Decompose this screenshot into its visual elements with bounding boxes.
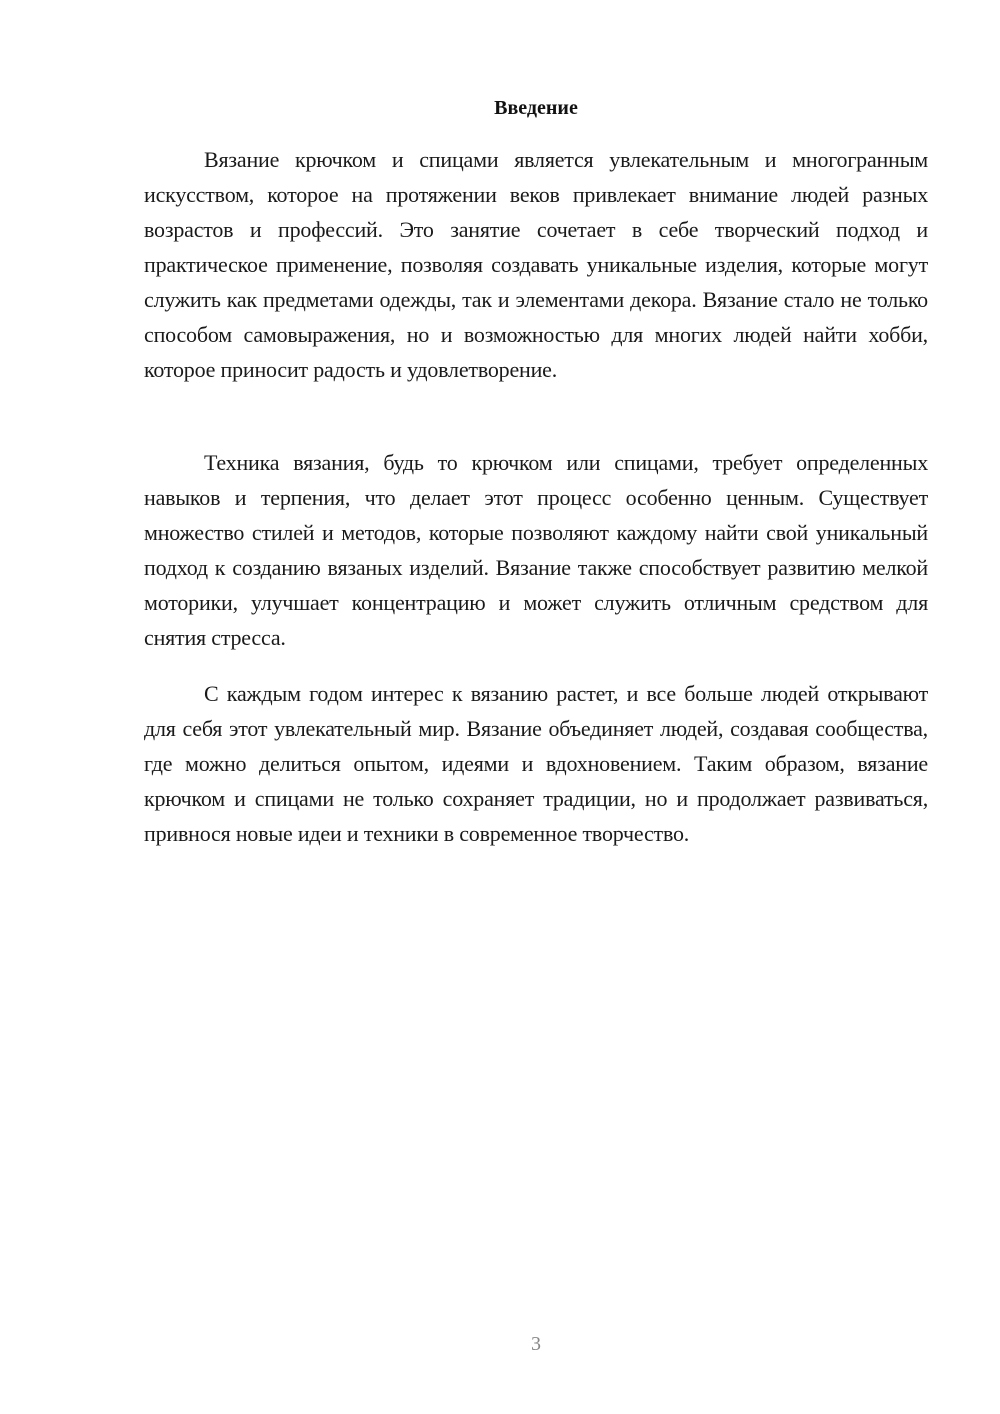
section-title: Введение bbox=[494, 97, 578, 119]
paragraph-block-1 bbox=[144, 142, 928, 407]
page-number: 3 bbox=[531, 1333, 541, 1355]
paragraph-block-3 bbox=[144, 676, 928, 871]
paragraph-block-2 bbox=[144, 445, 928, 675]
paragraph: Техника вязания, будь то крючком или спицами, требует определенных навыков и терпения, что делает этот процесс особенно ценным. Существует множество стилей и методов, которые позволяют каждому найти свой уникальный подход к созданию вязаных изделий. Вязание также способствует развитию мелкой моторики, улучшает концентрацию и может служить отличным средством для снятия стресса. bbox=[144, 450, 928, 650]
paragraph: С каждым годом интерес к вязанию растет, и все больше людей открывают для себя этот увлекательный мир. Вязание объединяет людей, создавая сообщества, где можно делиться опытом, идеями и вдохновением. Таким образом, вязание крючком и спицами не только сохраняет традиции, но и продолжает развиваться, привнося новые идеи и техники в современное творчество. bbox=[144, 681, 928, 846]
paragraph: Вязание крючком и спицами является увлекательным и многогранным искусством, которое на протяжении веков привлекает внимание людей разных возрастов и профессий. Это занятие сочетает в себе творческий подход и практическое применение, позволяя создавать уникальные изделия, которые могут служить как предметами одежды, так и элементами декора. Вязание стало не только способом самовыражения, но и возможностью для многих людей найти хобби, которое приносит радость и удовлетворение. bbox=[144, 147, 928, 382]
